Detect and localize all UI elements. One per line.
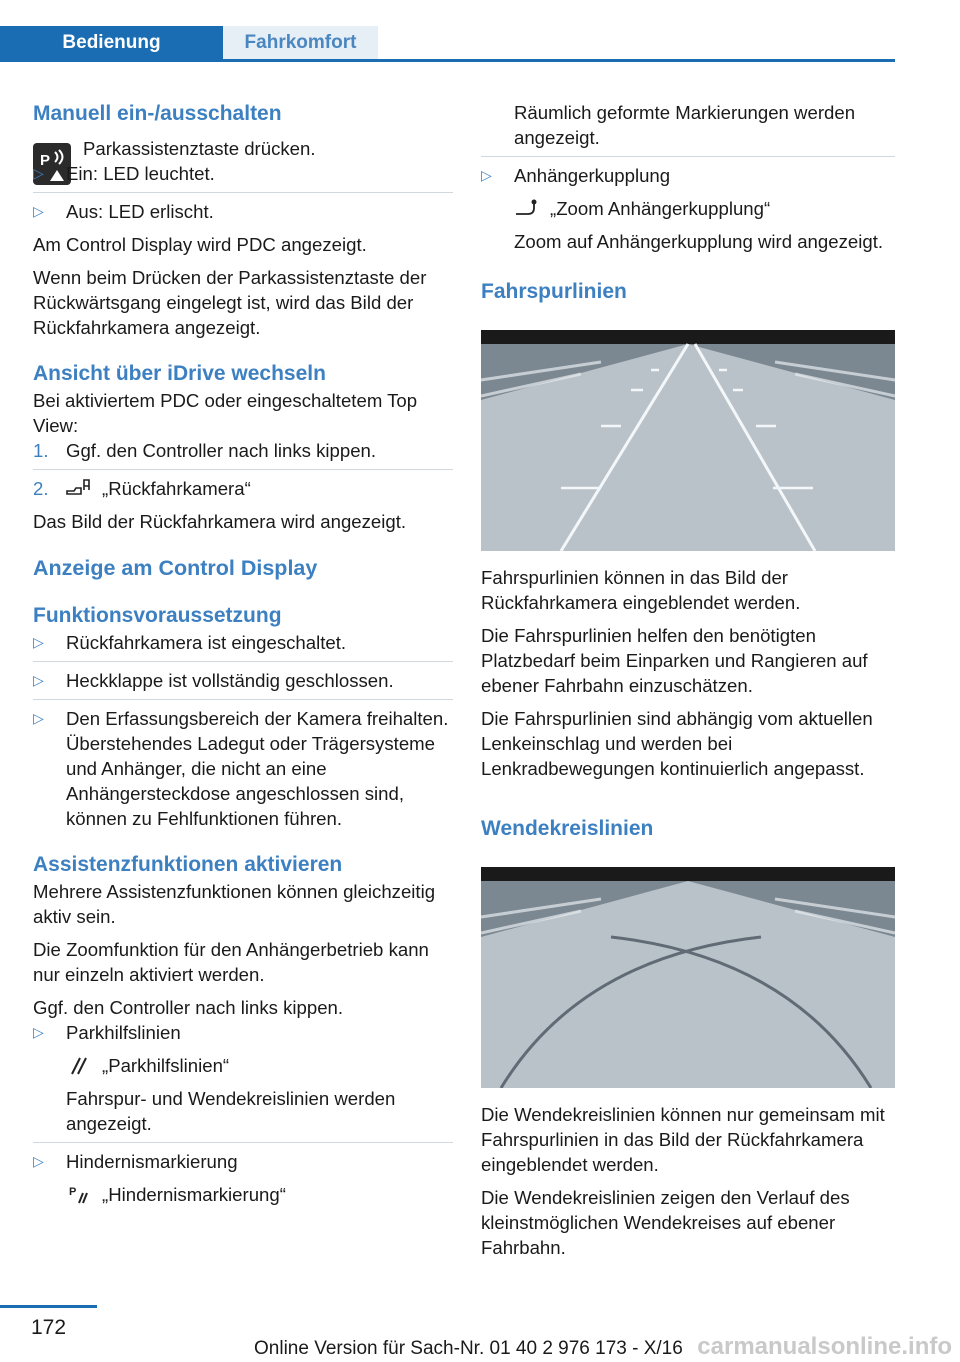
footer-line [0,1305,97,1308]
triangle-bullet-icon: ▷ [33,672,44,688]
paragraph: Mehrere Assistenzfunktionen können gleichzeitig aktiv sein. [33,881,436,927]
list-item: ▷ Heckklappe ist vollständig geschlossen. [33,661,453,693]
footer-text: Online Version für Sach-Nr. 01 40 2 976 173 - X/16 [254,1338,683,1359]
requirements-list [33,630,453,831]
tab-bedienung[interactable]: Bedienung [0,26,223,59]
svg-text:P: P [69,1186,77,1198]
list-item: ▷ Hindernismarkierung P „Hindernismarkierung“ [33,1142,453,1207]
heading-wendekreislinien: Wendekreislinien [481,817,654,840]
assist-functions-list [33,1020,453,1207]
triangle-bullet-icon: ▷ [33,1153,44,1169]
paragraph: Die Wendekreislinien zeigen den Verlauf des kleinstmöglichen Wendekreises auf ebener Fahrbahn. [481,1187,850,1258]
lane-lines-figure [481,330,895,551]
paragraph: Die Zoomfunktion für den Anhängerbetrieb kann nur einzeln aktiviert werden. [33,939,429,985]
triangle-bullet-icon: ▷ [33,165,44,181]
steps-list [33,438,453,501]
list-item: ▷ Parkhilfslinien „Parkhilfslinien“ Fahrspur- und Wendekreislinien werden angezeigt. [33,1022,396,1134]
trailer-hitch-icon [514,198,540,218]
led-status-list [33,161,453,224]
header-tabs [0,26,895,62]
triangle-bullet-icon: ▷ [33,1024,44,1040]
list-item: ▷ Ein: LED leuchtet. [33,163,215,184]
watermark: carmanualsonline.info [697,1333,952,1360]
list-item: ▷ Rückfahrkamera ist eingeschaltet. [33,632,347,653]
paragraph: Ggf. den Controller nach links kippen. [33,997,344,1018]
heading-fahrspurlinien: Fahrspurlinien [481,280,627,303]
heading-ansicht: Ansicht über iDrive wechseln [33,362,326,385]
list-item: ▷ Anhängerkupplung „Zoom Anhängerkupplung“ Zoom auf Anhängerkupplung wird angezeigt. [481,165,884,252]
obstacle-marking-icon [66,1184,92,1204]
tab-fahrkomfort[interactable]: Fahrkomfort [223,26,378,59]
triangle-bullet-icon: ▷ [33,710,44,726]
trailer-list [481,156,895,254]
paragraph: Wenn beim Drücken der Parkassistenztaste der Rückwärtsgang eingelegt ist, wird das Bild der Rückfahrkamera angezeigt. [33,267,427,338]
paragraph: Die Fahrspurlinien sind abhängig vom aktuellen Lenkeinschlag und werden bei Lenkradbewegungen kontinuierlich angepasst. [481,708,873,779]
paragraph: Das Bild der Rückfahrkamera wird angezeigt. [33,511,407,532]
list-item: 1. Ggf. den Controller nach links kippen. [33,440,377,461]
heading-funktionsvoraussetzung: Funktionsvoraussetzung [33,604,282,627]
paragraph: Fahrspurlinien können in das Bild der Rückfahrkamera eingeblendet werden. [481,567,801,613]
paragraph: Bei aktiviertem PDC oder eingeschaltetem Top View: [33,390,418,436]
svg-text:P: P [40,152,51,169]
page-number: 172 [30,1316,67,1339]
paragraph: Die Wendekreislinien können nur gemeinsam mit Fahrspurlinien in das Bild der Rückfahrkamera eingeblendet werden. [481,1104,885,1175]
paragraph: Die Fahrspurlinien helfen den benötigten Platzbedarf beim Einparken und Rangieren auf ebener Fahrbahn einzuschätzen. [481,625,868,696]
turning-circle-figure [481,867,895,1088]
heading-assistenzfunktionen: Assistenzfunktionen aktivieren [33,853,343,876]
heading-manuell: Manuell ein-/ausschalten [33,102,282,125]
list-item: 2. „Rückfahrkamera“ [33,469,453,501]
rear-camera-icon [66,478,92,498]
paragraph: Räumlich geformte Markierungen werden angezeigt. [514,102,856,148]
park-assist-instruction: Parkassistenztaste drücken. [83,138,316,159]
triangle-bullet-icon: ▷ [33,634,44,650]
list-item: ▷ Den Erfassungsbereich der Kamera freihalten. Überstehendes Ladegut oder Trägersysteme und Anhänger, die nicht an eine Anhängersteckdose angeschlossen sind, können zu Fehlfunktionen führen. [33,699,453,831]
right-column [481,100,895,1260]
parking-lines-icon [66,1055,92,1075]
tab-underline [0,59,895,62]
triangle-bullet-icon: ▷ [481,167,492,183]
paragraph: Am Control Display wird PDC angezeigt. [33,234,367,255]
triangle-bullet-icon: ▷ [33,203,44,219]
left-column [33,100,453,1207]
heading-anzeige: Anzeige am Control Display [33,556,318,580]
list-item: ▷ Aus: LED erlischt. [33,192,453,224]
